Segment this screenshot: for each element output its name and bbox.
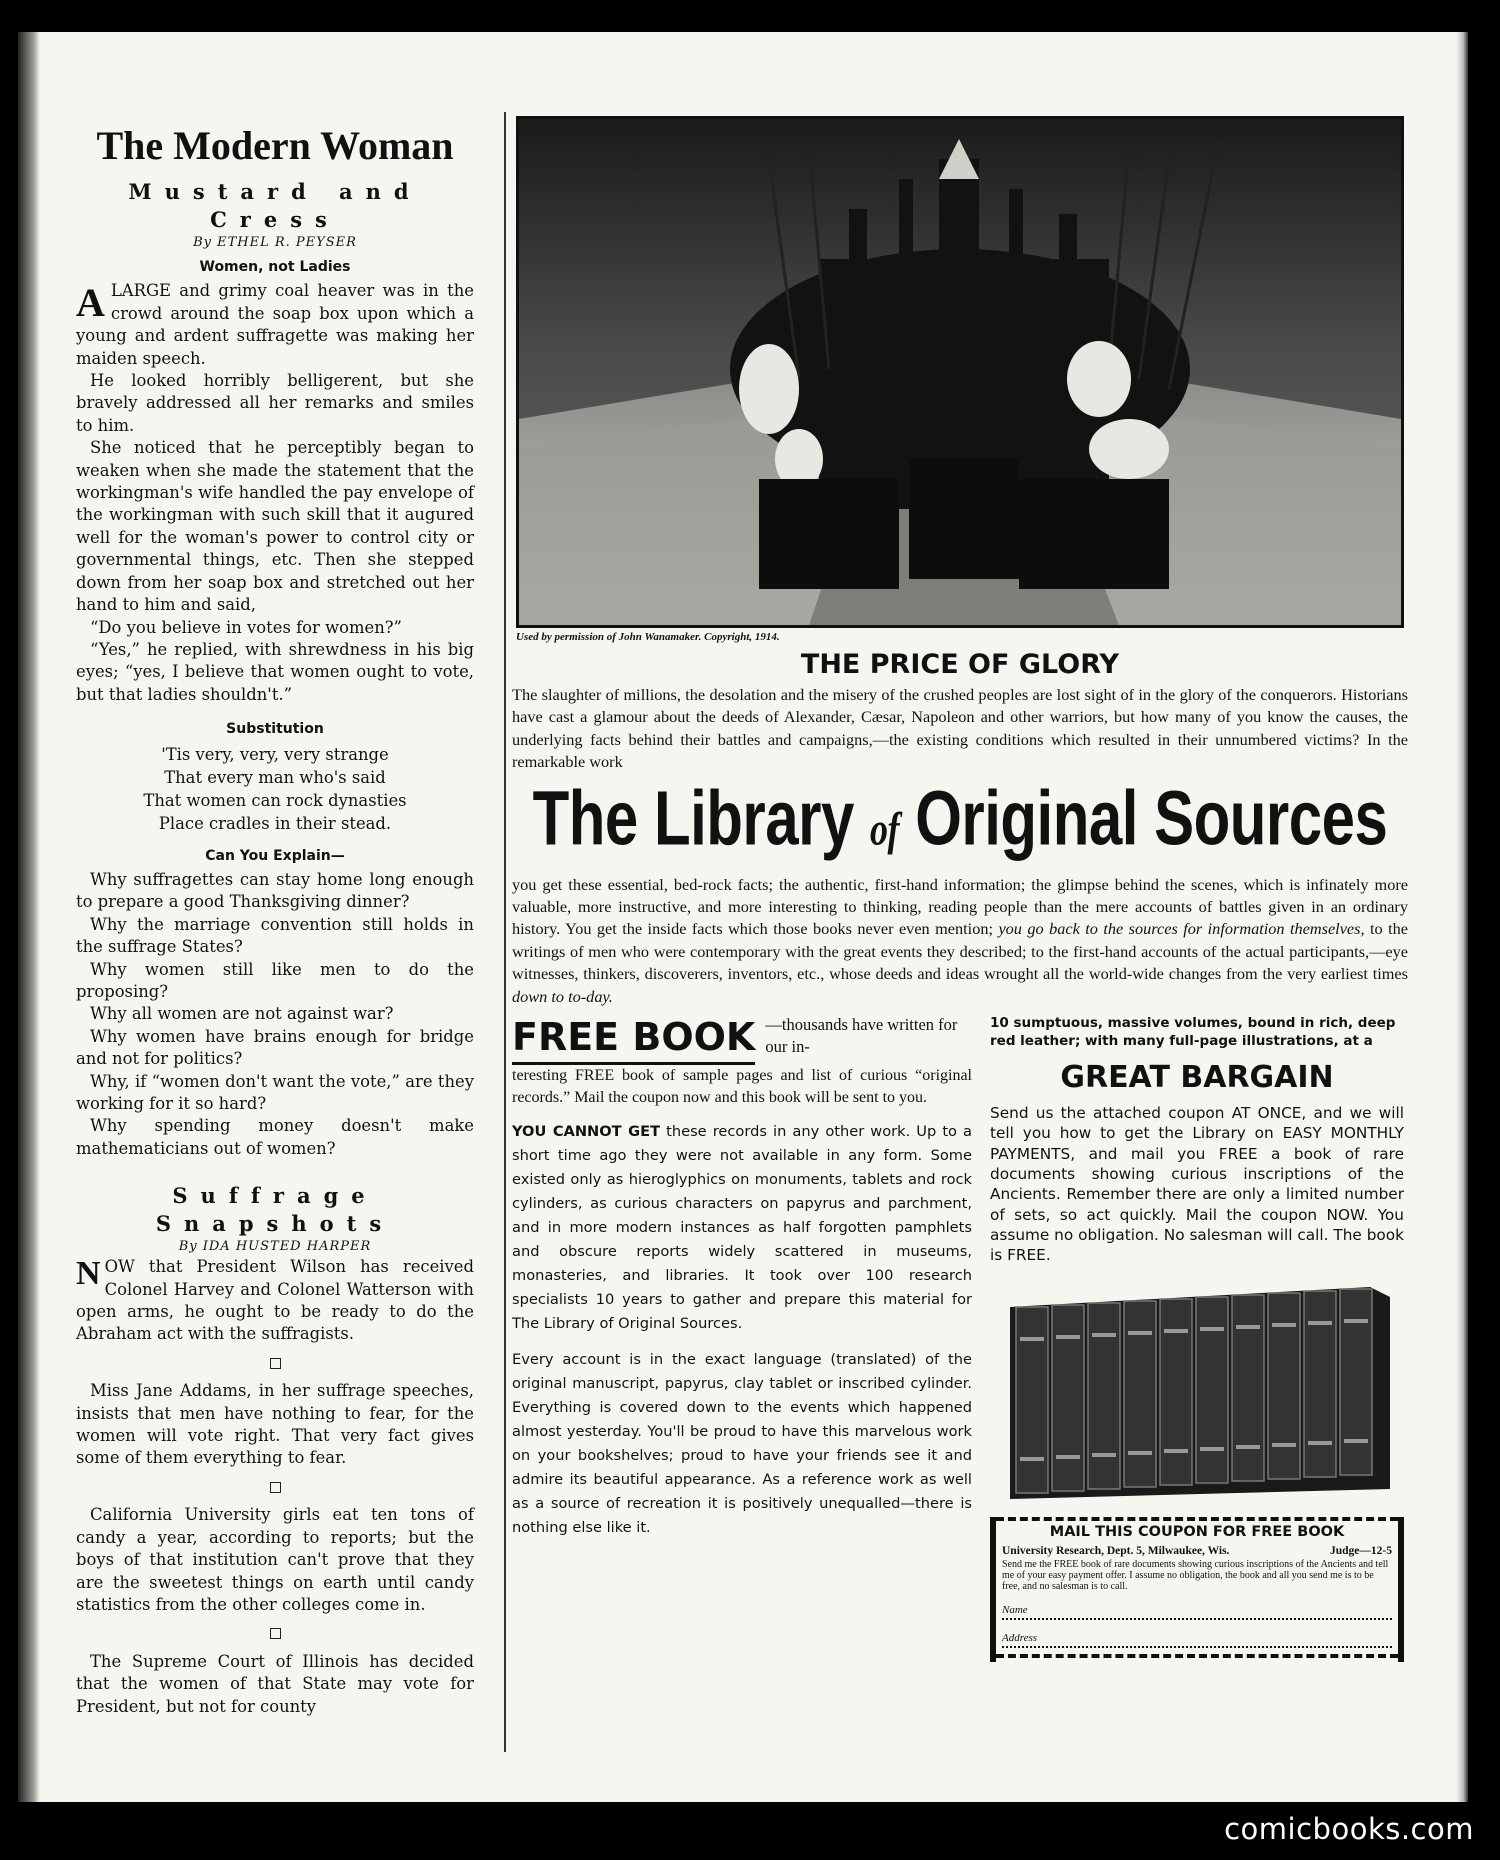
section-heading: Women, not Ladies (199, 259, 351, 275)
drop-cap: N (76, 1255, 101, 1293)
paragraph: He looked horribly belligerent, but she bravely addressed all her remarks and smiles to him. (76, 371, 474, 435)
coupon-bottom-border (996, 1654, 1398, 1658)
paragraph: Why all women are not against war? (90, 1004, 394, 1024)
paragraph: California University girls eat ten tons of candy a year, according to reports; but the boys of that institution can't prove that they are the sweetest things on earth until candy statistics from the other colleges come in. (76, 1505, 474, 1614)
poem-line: 'Tis very, very, very strange (161, 744, 389, 764)
chariot-procession-photo (516, 116, 1404, 628)
left-column (76, 92, 474, 1718)
ad-intro: The slaughter of millions, the desolation and the misery of the crushed peoples are lost sight of in the glory of the conquerors. Historians have cast a glamour about the deeds of Alexander, Cæsar, Napoleon and other warriors, but how many of you know the causes, the underlying facts behind their battles and campaigns,—the existing conditions which resulted in their unnumbered victims? In the remarkable work (512, 685, 1408, 772)
poem-line: Place cradles in their stead. (158, 813, 392, 833)
photo-credit: Used by permission of John Wanamaker. Copyright, 1914. (516, 631, 780, 643)
poem (76, 743, 474, 835)
paragraph: Miss Jane Addams, in her suffrage speeches, insists that men have nothing to fear, for the women will vote right. That very fact gives some of them everything to fear. (76, 1381, 474, 1468)
advertisement (512, 116, 1408, 1744)
great-bargain-heading: GREAT BARGAIN (1060, 1060, 1334, 1096)
coupon[interactable] (990, 1517, 1404, 1662)
ad-lower (512, 1014, 1408, 1744)
article-subtitle: Mustard and Cress (128, 179, 422, 232)
coupon-address-line (1002, 1545, 1392, 1557)
page-spine (18, 32, 40, 1802)
cannot-get-text: YOU CANNOT GET these records in any other work. Up to a short time ago they were not available in any form. Some existed only as hieroglyphics on monuments, tablets and rock cylinders, as curious characters on papyrus and parchment, and in more modern instances as half forgotten pamphlets and obscure reports widely scattered in museums, monasteries, and libraries. It took over 100 research specialists 10 years to gather and prepare this material for The Library of Original Sources. (512, 1122, 972, 1332)
paragraph: “Do you believe in votes for women?” (90, 617, 402, 637)
free-book-text: teresting FREE book of sample pages and list of curious “original records.” Mail the coupon now and this book will be sent to you. (512, 1067, 972, 1107)
ad-heading: THE PRICE OF GLORY (800, 649, 1120, 680)
drop-cap: A (76, 280, 105, 326)
poem-line: That women can rock dynasties (143, 790, 407, 810)
paragraph: Why spending money doesn't make mathematicians out of women? (76, 1116, 474, 1158)
paragraph: Why, if “women don't want the vote,” are they working for it so hard? (76, 1071, 474, 1113)
paragraph: Why women still like men to do the proposing? (76, 959, 474, 1001)
section-heading: Substitution (226, 721, 324, 738)
separator-icon (76, 1478, 474, 1500)
article-title: The Modern Woman (96, 123, 454, 168)
library-title: The Library of Original Sources (532, 774, 1388, 861)
ad-right-column (990, 1014, 1404, 1662)
coupon-address: University Research, Dept. 5, Milwaukee, Wis. (1002, 1545, 1230, 1558)
paragraph: ALARGE and grimy coal heaver was in the crowd around the soap box upon which a young and ardent suffragette was making her maiden speech. (76, 280, 474, 368)
send-coupon-text: Send us the attached coupon AT ONCE, and we will tell you how to get the Library on EASY MONTHLY PAYMENTS, and mail you FREE a book of rare documents showing curious inscriptions of the Ancients. Remember there are only a limited number of sets, so act quickly. Mail the coupon NOW. You assume no obligation. No salesman will call. The book is FREE. (990, 1104, 1404, 1265)
poem-line: That every man who's said (164, 767, 386, 787)
paragraph: Why suffragettes can stay home long enough to prepare a good Thanksgiving dinner? (76, 869, 474, 912)
paragraph: Why the marriage convention still holds in the suffrage States? (76, 914, 474, 957)
free-book-header (512, 1014, 972, 1065)
every-account-text: Every account is in the exact language (translated) of the original manuscript, papyrus, clay tablet or inscribed cylinder. Everything is covered down to the events which happened almost yesterday. You'll be proud to have this marvelous work on your bookshelves; proud to have your friends see it and admire its beautiful appearance. As a reference work as well as a source of recreation it is positively unequalled—there is nothing else like it. (512, 1350, 972, 1536)
coupon-address-field[interactable]: Address (1002, 1630, 1392, 1648)
paragraph: “Yes,” he replied, with shrewdness in his big eyes; “yes, I believe that women ought to vote, but that ladies shouldn't.” (76, 639, 474, 704)
ad-left-column (512, 1014, 972, 1552)
paragraph: NOW that President Wilson has received Colonel Harvey and Colonel Watterson with open arms, he ought to be ready to do the Abraham act with the suffragists. (76, 1255, 474, 1344)
coupon-code: Judge—12-5 (1330, 1545, 1392, 1558)
article-title: Suffrage Snapshots (155, 1183, 395, 1237)
ad-body: you get these essential, bed-rock facts; the authentic, first-hand information; the glimpse behind the scenes, which is infinately more valuable, more instructive, and more interesting to thinking, reading people than the mere accounts of battles given in an ordinary history. You get the inside facts which those books never even mention; you go back to the sources for information themselves, to the writings of men who were contemporary with the great events they described; to the first-hand accounts of the actual participants,—eye witnesses, thinkers, discoverers, inventors, etc., whose deeds and ideas wrought all the world-wide changes from the very earliest times down to to-day. (512, 874, 1408, 1006)
photo-illustration (519, 119, 1401, 625)
free-book-lead: —thousands have written for our in- (765, 1015, 958, 1057)
coupon-title: MAIL THIS COUPON FOR FREE BOOK (996, 1517, 1398, 1543)
paragraph: The Supreme Court of Illinois has decided that the women of that State may vote for President, but not for county (76, 1651, 474, 1716)
separator-icon (76, 1624, 474, 1646)
free-book-title: FREE BOOK (512, 1014, 755, 1065)
separator-icon (76, 1354, 474, 1376)
book-set-image (990, 1277, 1400, 1509)
column-divider (504, 112, 506, 1752)
paragraph: Why women have brains enough for bridge and not for politics? (76, 1026, 474, 1069)
volumes-text: 10 sumptuous, massive volumes, bound in rich, deep red leather; with many full-page illustrations, at a (990, 1015, 1396, 1050)
site-watermark: comicbooks.com (1224, 1812, 1474, 1846)
coupon-name-field[interactable]: Name (1002, 1602, 1392, 1620)
byline: By IDA HUSTED HARPER (178, 1239, 372, 1255)
coupon-body: Send me the FREE book of rare documents showing curious inscriptions of the Ancients and tell me of your easy payment offer. I assume no obligation, the book and all you send me is to be free, and no salesman is to call. (1002, 1559, 1389, 1593)
paragraph: She noticed that he perceptibly began to weaken when she made the statement that the workingman's wife handled the pay envelope of the workingman with such skill that it augured well for the woman's power to control city or governmental things, etc. Then she stepped down from her soap box and stretched out her hand to him and said, (76, 438, 474, 615)
book-set-illustration (990, 1277, 1400, 1509)
magazine-page (18, 32, 1468, 1802)
byline: By ETHEL R. PEYSER (193, 235, 357, 250)
page-edge (1456, 32, 1468, 1802)
section-heading: Can You Explain— (205, 847, 345, 864)
